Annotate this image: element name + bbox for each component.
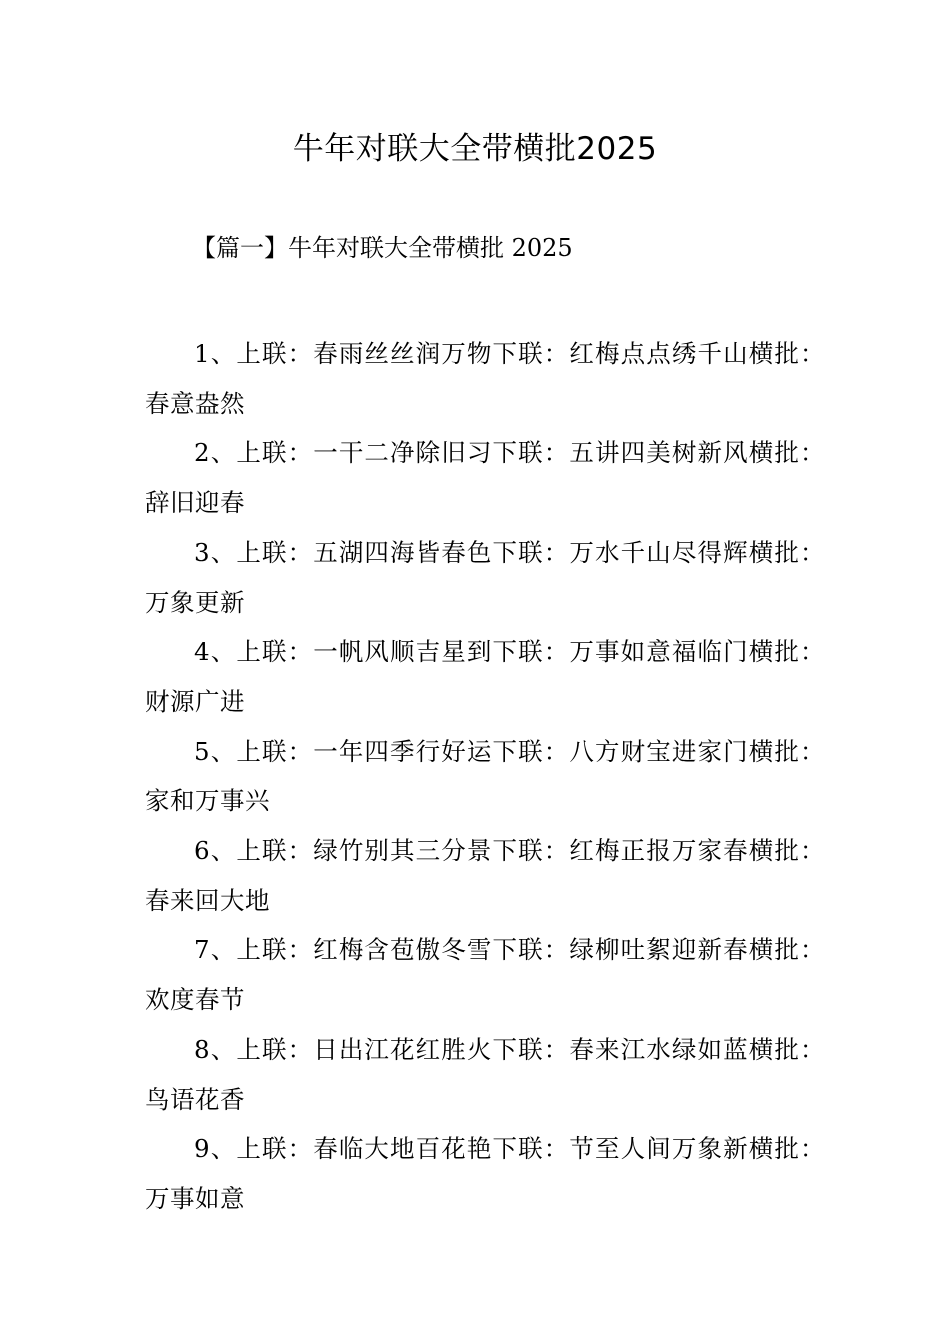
section-heading: 【篇一】牛年对联大全带横批 2025 <box>192 234 573 262</box>
document-title: 牛年对联大全带横批2025 <box>292 131 658 167</box>
couplet-item-2: 2、上联：一干二净除旧习下联：五讲四美树新风横批：辞旧迎春 <box>145 438 825 518</box>
couplet-item-7: 7、上联：红梅含苞傲冬雪下联：绿柳吐絮迎新春横批：欢度春节 <box>145 935 825 1015</box>
couplet-item-9: 9、上联：春临大地百花艳下联：节至人间万象新横批：万事如意 <box>145 1134 825 1213</box>
couplet-item-4: 4、上联：一帆风顺吉星到下联：万事如意福临门横批：财源广进 <box>145 637 825 716</box>
couplet-item-6: 6、上联：绿竹别其三分景下联：红梅正报万家春横批：春来回大地 <box>145 836 825 915</box>
couplet-item-5: 5、上联：一年四季行好运下联：八方财宝进家门横批：家和万事兴 <box>145 736 825 816</box>
couplet-list <box>145 329 825 1224</box>
couplet-item-1: 1、上联：春雨丝丝润万物下联：红梅点点绣千山横批：春意盎然 <box>145 339 825 418</box>
couplet-item-3: 3、上联：五湖四海皆春色下联：万水千山尽得辉横批：万象更新 <box>145 537 825 617</box>
couplet-item-8: 8、上联：日出江花红胜火下联：春来江水绿如蓝横批：鸟语花香 <box>145 1034 825 1114</box>
